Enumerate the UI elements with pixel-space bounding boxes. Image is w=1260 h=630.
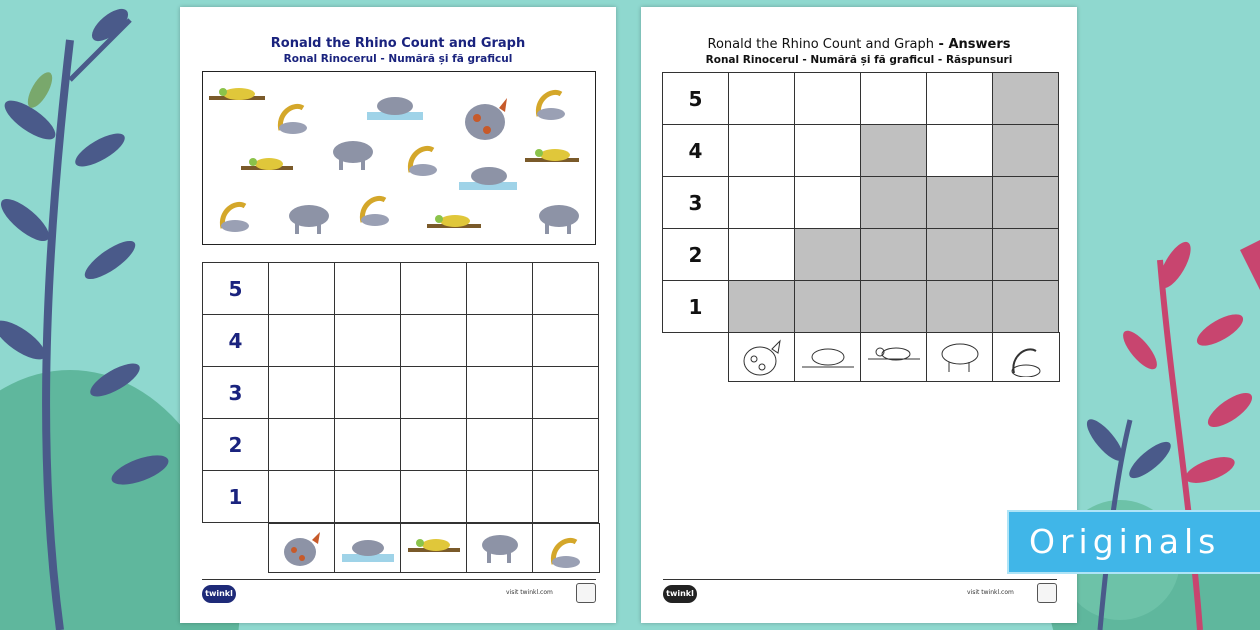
graph-row [663, 73, 1059, 125]
snake-picture [531, 80, 571, 120]
chameleon-picture [425, 210, 483, 238]
graph-cell[interactable] [335, 315, 401, 367]
count-graph-grid [202, 262, 599, 523]
walking-rhino-icon [467, 524, 533, 572]
graph-row [203, 263, 599, 315]
snake-picture [403, 136, 443, 176]
rhino-head-icon [729, 333, 795, 381]
worksheet-subtitle: Ronal Rinocerul - Numără și fă graficul [283, 53, 513, 65]
worksheet-page [180, 7, 616, 623]
graph-cell[interactable] [401, 471, 467, 523]
graph-row [203, 471, 599, 523]
graph-cell[interactable] [269, 419, 335, 471]
graph-cell[interactable] [401, 315, 467, 367]
walking-rhino-picture [283, 198, 337, 238]
graph-cell [927, 125, 993, 177]
graph-cell[interactable] [401, 263, 467, 315]
graph-cell [729, 125, 795, 177]
graph-cell[interactable] [335, 419, 401, 471]
quality-badge-icon [576, 583, 596, 603]
graph-cell[interactable] [269, 471, 335, 523]
chameleon-picture [239, 154, 295, 182]
answers-graph-grid [662, 72, 1059, 333]
graph-cell[interactable] [335, 263, 401, 315]
graph-cell [795, 281, 861, 333]
graph-cell[interactable] [401, 419, 467, 471]
rhino-in-water-picture [459, 160, 517, 192]
graph-cell [927, 73, 993, 125]
graph-cell[interactable] [533, 419, 599, 471]
graph-cell [993, 281, 1059, 333]
category-icon-row [268, 523, 600, 573]
graph-cell[interactable] [467, 263, 533, 315]
graph-cell [795, 125, 861, 177]
graph-cell[interactable] [533, 263, 599, 315]
graph-cell [729, 281, 795, 333]
graph-cell [729, 177, 795, 229]
row-number: 4 [663, 125, 729, 177]
snake-picture [273, 94, 313, 134]
graph-row [203, 419, 599, 471]
rhino-head-picture [461, 94, 513, 142]
footer-divider [202, 579, 596, 580]
graph-cell [795, 229, 861, 281]
snake-icon [533, 524, 599, 572]
graph-cell[interactable] [467, 315, 533, 367]
snake-picture [215, 190, 255, 232]
snake-picture [355, 184, 395, 226]
graph-cell [993, 229, 1059, 281]
graph-cell [861, 125, 927, 177]
chameleon-picture [207, 84, 267, 114]
category-icon-row [728, 332, 1060, 382]
graph-cell[interactable] [467, 471, 533, 523]
graph-cell [993, 73, 1059, 125]
graph-cell [993, 177, 1059, 229]
graph-row [663, 177, 1059, 229]
row-number: 2 [663, 229, 729, 281]
walking-rhino-icon [927, 333, 993, 381]
graph-cell[interactable] [533, 367, 599, 419]
walking-rhino-picture [533, 198, 585, 238]
graph-cell[interactable] [335, 471, 401, 523]
graph-cell[interactable] [335, 367, 401, 419]
graph-cell[interactable] [269, 263, 335, 315]
row-number: 2 [203, 419, 269, 471]
chameleon-icon [401, 524, 467, 572]
chameleon-picture [523, 144, 581, 174]
graph-cell [729, 229, 795, 281]
picture-count-box [202, 71, 596, 245]
graph-cell[interactable] [401, 367, 467, 419]
twinkl-logo: twinkl [202, 585, 236, 603]
row-number: 1 [663, 281, 729, 333]
twinkl-logo: twinkl [663, 585, 697, 603]
graph-row [663, 125, 1059, 177]
walking-rhino-picture [327, 134, 381, 174]
graph-cell [993, 125, 1059, 177]
footer-divider [663, 579, 1057, 580]
graph-cell [861, 177, 927, 229]
rhino-head-icon [269, 524, 335, 572]
graph-cell[interactable] [269, 367, 335, 419]
answers-subtitle: Ronal Rinocerul - Numără și fă graficul - Răspunsuri [705, 54, 1013, 66]
graph-cell[interactable] [467, 419, 533, 471]
graph-cell [927, 177, 993, 229]
chameleon-icon [861, 333, 927, 381]
row-number: 3 [663, 177, 729, 229]
graph-row [663, 281, 1059, 333]
graph-row [203, 367, 599, 419]
rhino-in-water-picture [367, 90, 423, 122]
footer-visit-text: visit twinkl.com [967, 589, 1014, 596]
graph-row [203, 315, 599, 367]
rhino-in-water-icon [335, 524, 401, 572]
graph-cell[interactable] [467, 367, 533, 419]
snake-icon [993, 333, 1059, 381]
originals-badge: Originals [1007, 510, 1260, 574]
rhino-in-water-icon [795, 333, 861, 381]
graph-cell [861, 281, 927, 333]
graph-row [663, 229, 1059, 281]
row-number: 5 [663, 73, 729, 125]
row-number: 4 [203, 315, 269, 367]
row-number: 5 [203, 263, 269, 315]
row-number: 3 [203, 367, 269, 419]
graph-cell [795, 177, 861, 229]
graph-cell [729, 73, 795, 125]
graph-cell[interactable] [533, 471, 599, 523]
graph-cell [927, 229, 993, 281]
worksheet-title: Ronald the Rhino Count and Graph [270, 36, 526, 51]
graph-cell [861, 229, 927, 281]
row-number: 1 [203, 471, 269, 523]
graph-cell[interactable] [269, 315, 335, 367]
quality-badge-icon [1037, 583, 1057, 603]
graph-cell [861, 73, 927, 125]
graph-cell [795, 73, 861, 125]
answers-title: Ronald the Rhino Count and Graph - Answers [707, 37, 1011, 52]
graph-cell[interactable] [533, 315, 599, 367]
footer-visit-text: visit twinkl.com [506, 589, 553, 596]
graph-cell [927, 281, 993, 333]
